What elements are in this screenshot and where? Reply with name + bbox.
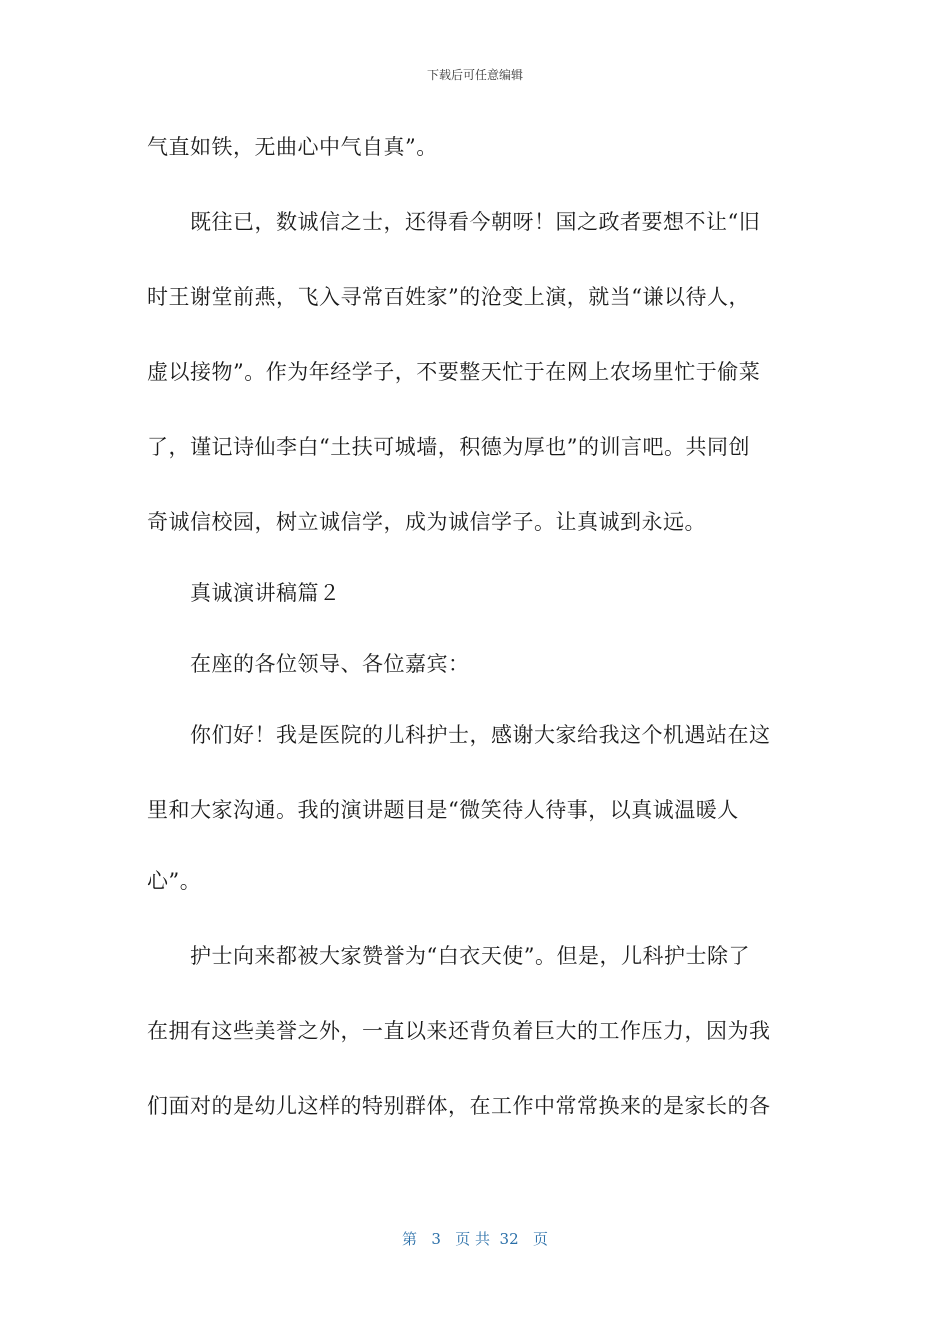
footer-suffix: 页 [532, 1230, 548, 1248]
footer-middle: 页 共 [455, 1230, 490, 1248]
page-header-note: 下载后可任意编辑 [426, 68, 523, 82]
text-line: 心”。 [147, 869, 202, 893]
text-line: 时王谢堂前燕，飞入寻常百姓家”的沧变上演，就当“谦以待人， [147, 285, 750, 309]
total-pages-number: 32 [499, 1230, 519, 1248]
text-line: 了，谨记诗仙李白“土扶可城墙，积德为厚也”的训言吧。共同创 [147, 435, 750, 459]
text-line: 在拥有这些美誉之外，一直以来还背负着巨大的工作压力，因为我 [147, 1019, 771, 1043]
text-line: 里和大家沟通。我的演讲题目是“微笑待人待事，以真诚温暖人 [147, 798, 739, 822]
section-heading: 真诚演讲稿篇２ [190, 581, 341, 605]
text-line: 虚以接物”。作为年经学子，不要整天忙于在网上农场里忙于偷菜 [147, 360, 761, 384]
text-line: 你们好！我是医院的儿科护士，感谢大家给我这个机遇站在这 [190, 723, 771, 747]
text-line: 奇诚信校园，树立诚信学，成为诚信学子。让真诚到永远。 [147, 510, 706, 534]
document-body [147, 124, 797, 1158]
footer-prefix: 第 [402, 1230, 418, 1248]
salutation-line: 在座的各位领导、各位嘉宾： [190, 652, 470, 676]
page-number-footer [0, 1229, 950, 1249]
text-line: 既往已，数诚信之士，还得看今朝呀！国之政者要想不让“旧 [190, 210, 761, 234]
text-line: 护士向来都被大家赞誉为“白衣天使”。但是，儿科护士除了 [190, 944, 750, 968]
current-page-number: 3 [431, 1230, 441, 1248]
text-line: 们面对的是幼儿这样的特别群体，在工作中常常换来的是家长的各 [147, 1094, 771, 1118]
text-line: 气直如铁，无曲心中气自真”。 [147, 135, 438, 159]
